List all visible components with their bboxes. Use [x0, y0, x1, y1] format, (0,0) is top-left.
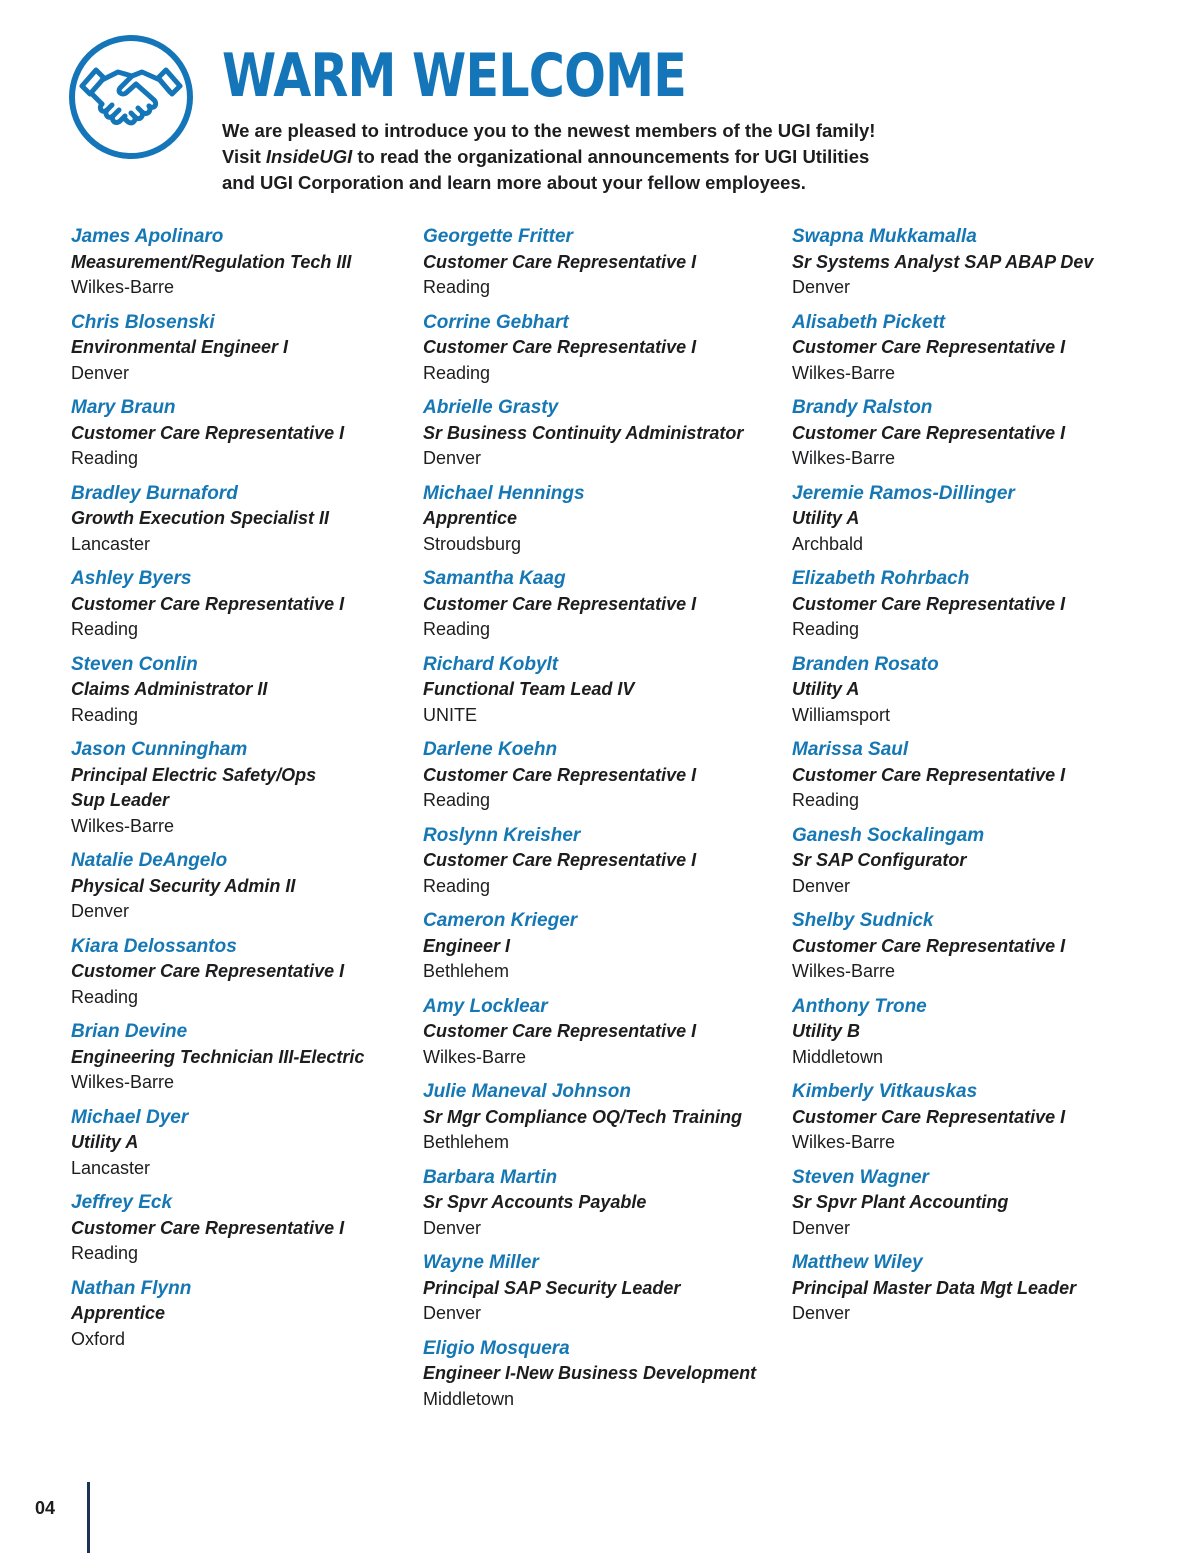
employee-entry — [792, 823, 1152, 900]
employee-name: Julie Maneval Johnson — [423, 1081, 631, 1102]
employee-location: Middletown — [792, 1046, 884, 1067]
employee-entry — [792, 737, 1152, 814]
employee-location: Oxford — [71, 1328, 126, 1349]
employee-entry — [71, 481, 411, 558]
employee-location: Denver — [423, 448, 482, 468]
employee-entry — [792, 994, 1152, 1071]
employee-entry — [792, 224, 1152, 301]
employee-title: Engineer I — [423, 935, 511, 956]
intro-paragraph — [222, 118, 942, 196]
employee-location: Wilkes-Barre — [792, 1132, 896, 1152]
employee-title: Customer Care Representative I — [423, 1021, 697, 1041]
employee-name: Bradley Burnaford — [71, 482, 238, 504]
employee-name: Swapna Mukkamalla — [792, 226, 977, 247]
employee-name: Richard Kobylt — [423, 653, 559, 675]
page-number: 04 — [35, 1498, 56, 1518]
employee-location: Lancaster — [71, 1157, 151, 1178]
employee-name: James Apolinaro — [71, 226, 224, 247]
employee-name: Michael Dyer — [71, 1106, 189, 1128]
employee-column-2 — [423, 224, 783, 1421]
intro-line-2-prefix: Visit — [222, 146, 266, 167]
employee-location: Denver — [792, 1303, 851, 1323]
employee-location: Wilkes-Barre — [423, 1046, 527, 1067]
employee-column-3 — [792, 224, 1152, 1336]
employee-title: Customer Care Representative I — [423, 593, 697, 614]
employee-title: Utility A — [792, 679, 860, 699]
employee-location: Bethlehem — [423, 1132, 510, 1152]
employee-location: Reading — [423, 362, 491, 383]
employee-entry — [423, 908, 783, 985]
employee-title: Customer Care Representative I — [792, 764, 1066, 785]
employee-title: Principal SAP Security Leader — [423, 1277, 681, 1298]
employee-name: Abrielle Grasty — [423, 397, 559, 418]
employee-location: Reading — [792, 790, 860, 810]
employee-name: Darlene Koehn — [423, 739, 558, 760]
employee-name: Jeremie Ramos-Dillinger — [792, 482, 1015, 504]
employee-name: Eligio Mosquera — [423, 1337, 570, 1359]
page-title: WARM WELCOME — [222, 41, 687, 111]
employee-title: Sr Systems Analyst SAP ABAP Dev — [792, 251, 1094, 272]
employee-name: Corrine Gebhart — [423, 311, 569, 333]
employee-entry — [792, 1165, 1152, 1242]
employee-location: Reading — [423, 875, 491, 896]
employee-entry — [423, 224, 783, 301]
employee-entry — [423, 566, 783, 643]
employee-entry — [71, 566, 411, 643]
employee-title: Claims Administrator II — [71, 679, 268, 699]
employee-location: Middletown — [423, 1388, 515, 1409]
employee-location: Denver — [792, 875, 851, 896]
employee-entry — [792, 310, 1152, 387]
employee-column-1 — [71, 224, 411, 1361]
employee-name: Barbara Martin — [423, 1166, 558, 1188]
employee-name: Wayne Miller — [423, 1252, 539, 1273]
employee-title: Growth Execution Specialist II — [71, 508, 330, 528]
employee-name: Jason Cunningham — [71, 739, 248, 760]
new-employee-list — [71, 224, 1171, 1424]
employee-location: Wilkes-Barre — [71, 815, 175, 836]
employee-location: Wilkes-Barre — [71, 1072, 175, 1092]
employee-title: Customer Care Representative I — [71, 1217, 345, 1238]
employee-title: Utility B — [792, 1021, 861, 1041]
employee-name: Shelby Sudnick — [792, 910, 934, 931]
employee-location: UNITE — [423, 704, 477, 725]
employee-name: Mary Braun — [71, 397, 176, 418]
employee-title: Sr Spvr Plant Accounting — [792, 1192, 1009, 1212]
employee-name: Nathan Flynn — [71, 1277, 192, 1299]
employee-entry — [792, 1079, 1152, 1156]
employee-entry — [423, 652, 783, 729]
employee-name: Steven Wagner — [792, 1166, 929, 1188]
employee-location: Reading — [423, 619, 491, 639]
employee-location: Reading — [423, 277, 491, 297]
employee-entry — [423, 1250, 783, 1327]
employee-title: Customer Care Representative I — [423, 251, 697, 272]
employee-title: Sup Leader — [71, 790, 170, 810]
employee-title: Utility A — [71, 1132, 139, 1152]
employee-name: Jeffrey Eck — [71, 1192, 173, 1213]
employee-title: Customer Care Representative I — [792, 593, 1066, 614]
employee-title: Physical Security Admin II — [71, 875, 296, 896]
employee-entry — [792, 566, 1152, 643]
employee-entry — [792, 1250, 1152, 1327]
employee-title: Customer Care Representative I — [71, 422, 345, 443]
employee-title: Principal Master Data Mgt Leader — [792, 1277, 1077, 1298]
employee-location: Reading — [71, 448, 139, 468]
employee-name: Michael Hennings — [423, 482, 585, 504]
employee-name: Brandy Ralston — [792, 397, 933, 418]
employee-entry — [71, 934, 411, 1011]
employee-name: Elizabeth Rohrbach — [792, 568, 970, 589]
employee-title: Engineer I-New Business Development — [423, 1363, 757, 1383]
employee-entry — [423, 994, 783, 1071]
employee-name: Brian Devine — [71, 1021, 188, 1042]
employee-title: Engineering Technician III-Electric — [71, 1046, 365, 1067]
intro-line-1: We are pleased to introduce you to the newest members of the UGI family! — [222, 120, 876, 141]
employee-location: Denver — [792, 277, 851, 297]
employee-entry — [423, 481, 783, 558]
employee-name: Georgette Fritter — [423, 226, 573, 247]
employee-entry — [792, 908, 1152, 985]
employee-entry — [423, 823, 783, 900]
intro-line-3: and UGI Corporation and learn more about your fellow employees. — [222, 172, 806, 193]
employee-location: Reading — [71, 986, 139, 1007]
footer-divider — [87, 1482, 90, 1553]
employee-title: Customer Care Representative I — [423, 764, 697, 785]
employee-location: Wilkes-Barre — [792, 448, 896, 468]
employee-entry — [423, 395, 783, 472]
employee-name: Natalie DeAngelo — [71, 850, 228, 871]
employee-location: Denver — [71, 362, 130, 383]
employee-title: Apprentice — [71, 1303, 166, 1323]
page-header — [68, 34, 1128, 204]
employee-entry — [71, 310, 411, 387]
employee-location: Archbald — [792, 533, 864, 554]
employee-location: Stroudsburg — [423, 533, 522, 554]
employee-location: Reading — [71, 704, 139, 725]
employee-entry — [423, 1079, 783, 1156]
employee-location: Reading — [792, 619, 860, 639]
intro-line-2-suffix: to read the organizational announcements for UGI Utilities — [352, 146, 870, 167]
employee-location: Lancaster — [71, 533, 151, 554]
employee-title: Sr Mgr Compliance OQ/Tech Training — [423, 1106, 743, 1127]
employee-entry — [71, 1105, 411, 1182]
employee-entry — [71, 737, 411, 839]
employee-name: Kimberly Vitkauskas — [792, 1081, 978, 1102]
employee-name: Ganesh Sockalingam — [792, 824, 985, 846]
employee-title: Environmental Engineer I — [71, 337, 289, 357]
employee-title: Utility A — [792, 508, 860, 528]
employee-name: Marissa Saul — [792, 739, 909, 760]
employee-name: Branden Rosato — [792, 653, 939, 675]
employee-location: Williamsport — [792, 704, 891, 725]
employee-title: Measurement/Regulation Tech III — [71, 251, 352, 272]
employee-entry — [71, 848, 411, 925]
employee-name: Samantha Kaag — [423, 568, 566, 589]
employee-title: Customer Care Representative I — [792, 337, 1066, 357]
employee-entry — [71, 1019, 411, 1096]
employee-entry — [423, 737, 783, 814]
employee-title: Apprentice — [423, 508, 518, 528]
insideugi-link[interactable]: InsideUGI — [265, 146, 353, 167]
employee-location: Bethlehem — [423, 961, 510, 981]
employee-name: Kiara Delossantos — [71, 935, 237, 957]
employee-location: Reading — [423, 790, 491, 810]
employee-name: Alisabeth Pickett — [792, 311, 946, 333]
employee-title: Customer Care Representative I — [792, 422, 1066, 443]
employee-title: Customer Care Representative I — [423, 850, 697, 870]
employee-entry — [71, 652, 411, 729]
employee-entry — [423, 1336, 783, 1413]
employee-entry — [792, 652, 1152, 729]
employee-name: Roslynn Kreisher — [423, 824, 581, 846]
employee-name: Anthony Trone — [792, 995, 927, 1017]
employee-entry — [71, 1190, 411, 1267]
employee-title: Customer Care Representative I — [71, 961, 345, 981]
employee-name: Chris Blosenski — [71, 311, 215, 333]
employee-title: Customer Care Representative I — [71, 593, 345, 614]
employee-location: Denver — [71, 901, 130, 921]
employee-entry — [792, 395, 1152, 472]
employee-entry — [71, 224, 411, 301]
employee-location: Wilkes-Barre — [792, 362, 896, 383]
employee-title: Sr SAP Configurator — [792, 850, 967, 870]
employee-entry — [423, 310, 783, 387]
employee-location: Denver — [423, 1217, 482, 1238]
employee-name: Ashley Byers — [71, 568, 192, 589]
employee-location: Reading — [71, 1243, 139, 1263]
employee-location: Denver — [792, 1217, 851, 1238]
employee-location: Wilkes-Barre — [71, 277, 175, 297]
handshake-icon — [68, 34, 194, 160]
employee-title: Customer Care Representative I — [792, 1106, 1066, 1127]
employee-location: Wilkes-Barre — [792, 961, 896, 981]
employee-name: Steven Conlin — [71, 653, 198, 675]
employee-entry — [792, 481, 1152, 558]
employee-title: Principal Electric Safety/Ops — [71, 764, 317, 785]
employee-title: Customer Care Representative I — [792, 935, 1066, 956]
employee-entry — [423, 1165, 783, 1242]
employee-title: Customer Care Representative I — [423, 337, 697, 357]
employee-title: Sr Spvr Accounts Payable — [423, 1192, 647, 1212]
employee-entry — [71, 1276, 411, 1353]
employee-entry — [71, 395, 411, 472]
employee-title: Functional Team Lead IV — [423, 679, 635, 699]
employee-location: Denver — [423, 1303, 482, 1323]
employee-name: Amy Locklear — [423, 995, 548, 1017]
employee-name: Matthew Wiley — [792, 1252, 923, 1273]
employee-location: Reading — [71, 619, 139, 639]
employee-title: Sr Business Continuity Administrator — [423, 422, 744, 443]
employee-name: Cameron Krieger — [423, 910, 578, 931]
